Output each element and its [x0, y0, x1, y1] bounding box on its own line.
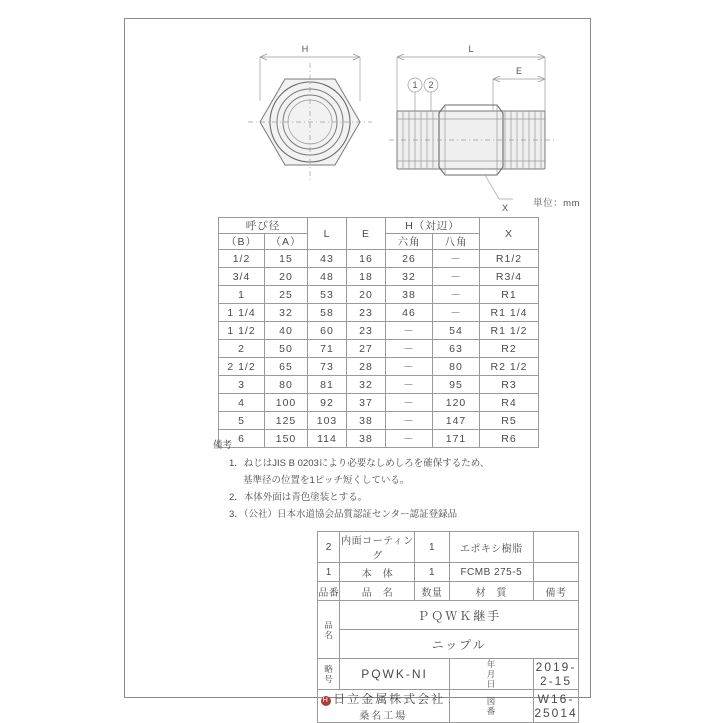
cell-b: 2 1/2 [219, 358, 265, 376]
part-no: 1 [318, 563, 340, 582]
part-material: FCMB 275-5 [449, 563, 533, 582]
cell-oct: － [433, 250, 480, 268]
callout-1: 1 [412, 80, 418, 90]
header-x: X [480, 218, 539, 250]
table-row [219, 304, 539, 322]
company-label: 日立金属株式会社 [333, 692, 446, 706]
header-h: H（対辺） [386, 218, 480, 234]
right-view-drawing [381, 41, 571, 219]
cell-l: 58 [308, 304, 347, 322]
cell-oct: 80 [433, 358, 480, 376]
company-row [318, 690, 579, 723]
cell-oct: 63 [433, 340, 480, 358]
dwg-value: W16-25014 [534, 690, 579, 723]
cell-x: R6 [480, 430, 539, 448]
table-row [219, 412, 539, 430]
cell-a: 65 [265, 358, 308, 376]
cell-e: 27 [347, 340, 386, 358]
title-block [317, 531, 579, 723]
part-name: 本 体 [340, 563, 415, 582]
table-row [219, 268, 539, 286]
parts-header-no: 品番 [318, 582, 340, 601]
code-value: PQWK-NI [340, 659, 449, 690]
cell-l: 48 [308, 268, 347, 286]
cell-b: 1 [219, 286, 265, 304]
cell-hex: － [386, 412, 433, 430]
label-x: X [501, 203, 509, 213]
product-name-row-1 [318, 601, 579, 630]
dim-h-label: H [301, 44, 309, 54]
code-date-row [318, 659, 579, 690]
cell-e: 28 [347, 358, 386, 376]
cell-oct: － [433, 286, 480, 304]
dim-l-label: L [468, 44, 474, 54]
cell-a: 100 [265, 394, 308, 412]
part-qty: 1 [415, 532, 449, 563]
part-remark [534, 532, 579, 563]
note-item-2: 2．本体外面は青色塗装とする。 [229, 492, 368, 503]
cell-b: 4 [219, 394, 265, 412]
cell-oct: 95 [433, 376, 480, 394]
cell-x: R4 [480, 394, 539, 412]
cell-hex: － [386, 376, 433, 394]
note-item-1: 1．ねじはJIS B 0203により必要なしめしろを確保するため、 [229, 458, 490, 469]
cell-oct: 54 [433, 322, 480, 340]
cell-b: 5 [219, 412, 265, 430]
cell-hex: 32 [386, 268, 433, 286]
cell-x: R1 [480, 286, 539, 304]
cell-oct: 147 [433, 412, 480, 430]
cell-a: 150 [265, 430, 308, 448]
note-item-3: 3．（公社）日本水道協会品質認証センター認証登録品 [229, 509, 458, 520]
company-name [318, 690, 450, 723]
left-view-drawing [230, 41, 390, 211]
parts-row-2 [318, 532, 579, 563]
cell-a: 80 [265, 376, 308, 394]
cell-b: 1/2 [219, 250, 265, 268]
cell-e: 16 [347, 250, 386, 268]
table-row [219, 340, 539, 358]
header-nominal-a: （A） [265, 234, 308, 250]
product-name-1: ＰＱＷＫ継手 [340, 601, 579, 630]
cell-l: 73 [308, 358, 347, 376]
part-name: 内面コーティング [340, 532, 415, 563]
header-nominal-b: （B） [219, 234, 265, 250]
table-row [219, 394, 539, 412]
cell-hex: － [386, 430, 433, 448]
cell-a: 50 [265, 340, 308, 358]
cell-l: 103 [308, 412, 347, 430]
cell-x: R1/2 [480, 250, 539, 268]
header-nominal: 呼び径 [219, 218, 308, 234]
cell-hex: － [386, 394, 433, 412]
cell-l: 114 [308, 430, 347, 448]
hitachi-logo-icon: H [322, 697, 330, 704]
cell-hex: 38 [386, 286, 433, 304]
cell-x: R2 [480, 340, 539, 358]
cell-x: R3/4 [480, 268, 539, 286]
part-qty: 1 [415, 563, 449, 582]
cell-l: 43 [308, 250, 347, 268]
cell-hex: － [386, 322, 433, 340]
drawing-sheet [124, 18, 591, 722]
cell-a: 40 [265, 322, 308, 340]
cell-a: 32 [265, 304, 308, 322]
note-item-1-sub: 基準径の位置を1ピッチ短くしている。 [243, 475, 410, 486]
cell-l: 81 [308, 376, 347, 394]
cell-l: 53 [308, 286, 347, 304]
spec-table [218, 217, 539, 448]
cell-a: 25 [265, 286, 308, 304]
factory-label: 桑名工場 [359, 711, 408, 722]
callout-2: 2 [428, 80, 434, 90]
cell-x: R5 [480, 412, 539, 430]
table-row [219, 286, 539, 304]
cell-x: R2 1/2 [480, 358, 539, 376]
unit-note: 単位：mm [533, 198, 580, 209]
parts-row-1 [318, 563, 579, 582]
header-h-hex: 六角 [386, 234, 433, 250]
cell-oct: － [433, 268, 480, 286]
cell-hex: 46 [386, 304, 433, 322]
dwg-label: 図 番 [449, 690, 533, 723]
header-e: E [347, 218, 386, 250]
title-block-table [317, 531, 579, 723]
cell-hex: － [386, 358, 433, 376]
code-label: 略 号 [318, 659, 340, 690]
cell-oct: － [433, 304, 480, 322]
date-label: 年 月 日 [449, 659, 533, 690]
cell-oct: 120 [433, 394, 480, 412]
cell-b: 3 [219, 376, 265, 394]
part-material: エポキシ樹脂 [449, 532, 533, 563]
parts-header-remark: 備考 [534, 582, 579, 601]
cell-a: 125 [265, 412, 308, 430]
cell-b: 3/4 [219, 268, 265, 286]
spec-header-row-1 [219, 218, 539, 234]
dim-e-label: E [515, 66, 523, 76]
cell-b: 1 1/2 [219, 322, 265, 340]
cell-e: 38 [347, 430, 386, 448]
notes-title: 備考 [213, 440, 233, 451]
cell-l: 71 [308, 340, 347, 358]
cell-x: R1 1/4 [480, 304, 539, 322]
cell-b: 6 [219, 430, 265, 448]
cell-e: 38 [347, 412, 386, 430]
cell-a: 20 [265, 268, 308, 286]
cell-b: 2 [219, 340, 265, 358]
cell-oct: 171 [433, 430, 480, 448]
cell-l: 92 [308, 394, 347, 412]
parts-header-qty: 数量 [415, 582, 449, 601]
product-name-2: ニップル [340, 630, 579, 659]
cell-x: R1 1/2 [480, 322, 539, 340]
cell-x: R3 [480, 376, 539, 394]
cell-e: 18 [347, 268, 386, 286]
product-label: 品 名 [318, 601, 340, 659]
table-row [219, 250, 539, 268]
header-h-oct: 八角 [433, 234, 480, 250]
parts-header-material: 材 質 [449, 582, 533, 601]
product-name-row-2 [318, 630, 579, 659]
cell-hex: － [386, 340, 433, 358]
table-row [219, 358, 539, 376]
cell-e: 23 [347, 304, 386, 322]
date-value: 2019-2-15 [534, 659, 579, 690]
parts-header-row [318, 582, 579, 601]
table-row [219, 322, 539, 340]
parts-header-name: 品 名 [340, 582, 415, 601]
cell-hex: 26 [386, 250, 433, 268]
cell-e: 37 [347, 394, 386, 412]
cell-l: 60 [308, 322, 347, 340]
cell-b: 1 1/4 [219, 304, 265, 322]
header-l: L [308, 218, 347, 250]
cell-e: 20 [347, 286, 386, 304]
cell-a: 15 [265, 250, 308, 268]
table-row [219, 376, 539, 394]
notes-block [213, 437, 489, 523]
part-remark [534, 563, 579, 582]
part-no: 2 [318, 532, 340, 563]
cell-e: 23 [347, 322, 386, 340]
cell-e: 32 [347, 376, 386, 394]
